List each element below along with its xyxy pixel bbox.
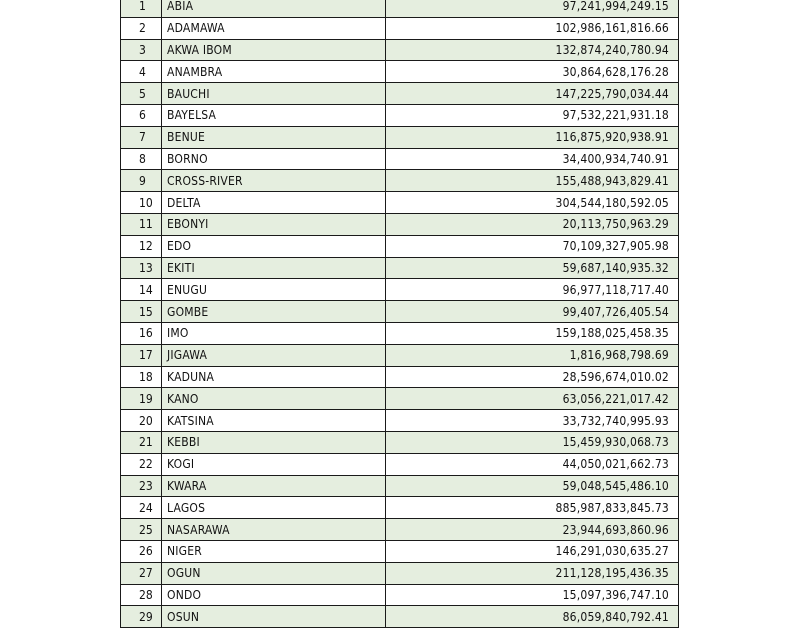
serial-number-cell: 27 <box>121 562 162 584</box>
amount-cell: 155,488,943,829.41 <box>386 170 679 192</box>
table-row <box>121 301 679 323</box>
state-name-cell: ABIA <box>162 0 386 17</box>
serial-number-cell: 18 <box>121 366 162 388</box>
state-name-cell: ENUGU <box>162 279 386 301</box>
state-name-cell: BENUE <box>162 126 386 148</box>
serial-number-cell: 15 <box>121 301 162 323</box>
amount-cell: 33,732,740,995.93 <box>386 410 679 432</box>
serial-number-cell: 9 <box>121 170 162 192</box>
table-row <box>121 410 679 432</box>
state-name-cell: ADAMAWA <box>162 17 386 39</box>
table-row <box>121 540 679 562</box>
amount-cell: 147,225,790,034.44 <box>386 83 679 105</box>
amount-cell: 63,056,221,017.42 <box>386 388 679 410</box>
state-name-cell: KWARA <box>162 475 386 497</box>
table-row <box>121 606 679 628</box>
table-row <box>121 388 679 410</box>
table-row <box>121 104 679 126</box>
serial-number-cell: 14 <box>121 279 162 301</box>
table-row <box>121 213 679 235</box>
state-name-cell: KOGI <box>162 453 386 475</box>
serial-number-cell: 1 <box>121 0 162 17</box>
state-name-cell: ANAMBRA <box>162 61 386 83</box>
state-name-cell: NIGER <box>162 540 386 562</box>
table-row <box>121 344 679 366</box>
state-name-cell: JIGAWA <box>162 344 386 366</box>
amount-cell: 159,188,025,458.35 <box>386 322 679 344</box>
amount-cell: 102,986,161,816.66 <box>386 17 679 39</box>
table-row <box>121 497 679 519</box>
serial-number-cell: 29 <box>121 606 162 628</box>
table-body <box>121 0 679 628</box>
table-row <box>121 83 679 105</box>
amount-cell: 59,687,140,935.32 <box>386 257 679 279</box>
state-name-cell: OSUN <box>162 606 386 628</box>
amount-cell: 44,050,021,662.73 <box>386 453 679 475</box>
amount-cell: 116,875,920,938.91 <box>386 126 679 148</box>
amount-cell: 20,113,750,963.29 <box>386 213 679 235</box>
table-row <box>121 17 679 39</box>
serial-number-cell: 20 <box>121 410 162 432</box>
serial-number-cell: 26 <box>121 540 162 562</box>
state-name-cell: EDO <box>162 235 386 257</box>
amount-cell: 99,407,726,405.54 <box>386 301 679 323</box>
amount-cell: 146,291,030,635.27 <box>386 540 679 562</box>
table-row <box>121 235 679 257</box>
table-row <box>121 0 679 17</box>
table-row <box>121 322 679 344</box>
state-name-cell: KATSINA <box>162 410 386 432</box>
table-row <box>121 562 679 584</box>
serial-number-cell: 21 <box>121 431 162 453</box>
table-row <box>121 39 679 61</box>
serial-number-cell: 6 <box>121 104 162 126</box>
table-row <box>121 279 679 301</box>
state-name-cell: EKITI <box>162 257 386 279</box>
amount-cell: 97,532,221,931.18 <box>386 104 679 126</box>
state-name-cell: LAGOS <box>162 497 386 519</box>
table-row <box>121 475 679 497</box>
state-name-cell: AKWA IBOM <box>162 39 386 61</box>
serial-number-cell: 12 <box>121 235 162 257</box>
amount-cell: 15,459,930,068.73 <box>386 431 679 453</box>
amount-cell: 15,097,396,747.10 <box>386 584 679 606</box>
state-name-cell: EBONYI <box>162 213 386 235</box>
table-row <box>121 431 679 453</box>
state-debt-table <box>120 0 679 628</box>
amount-cell: 1,816,968,798.69 <box>386 344 679 366</box>
serial-number-cell: 22 <box>121 453 162 475</box>
table-row <box>121 148 679 170</box>
amount-cell: 70,109,327,905.98 <box>386 235 679 257</box>
serial-number-cell: 11 <box>121 213 162 235</box>
amount-cell: 132,874,240,780.94 <box>386 39 679 61</box>
state-name-cell: KANO <box>162 388 386 410</box>
table-row <box>121 257 679 279</box>
state-name-cell: GOMBE <box>162 301 386 323</box>
serial-number-cell: 7 <box>121 126 162 148</box>
table-row <box>121 519 679 541</box>
amount-cell: 34,400,934,740.91 <box>386 148 679 170</box>
state-name-cell: BAYELSA <box>162 104 386 126</box>
serial-number-cell: 10 <box>121 192 162 214</box>
serial-number-cell: 28 <box>121 584 162 606</box>
state-name-cell: ONDO <box>162 584 386 606</box>
amount-cell: 211,128,195,436.35 <box>386 562 679 584</box>
state-name-cell: IMO <box>162 322 386 344</box>
amount-cell: 885,987,833,845.73 <box>386 497 679 519</box>
serial-number-cell: 13 <box>121 257 162 279</box>
state-name-cell: KADUNA <box>162 366 386 388</box>
serial-number-cell: 8 <box>121 148 162 170</box>
serial-number-cell: 17 <box>121 344 162 366</box>
table-row <box>121 126 679 148</box>
table-row <box>121 584 679 606</box>
table-row <box>121 192 679 214</box>
amount-cell: 30,864,628,176.28 <box>386 61 679 83</box>
amount-cell: 28,596,674,010.02 <box>386 366 679 388</box>
amount-cell: 23,944,693,860.96 <box>386 519 679 541</box>
amount-cell: 86,059,840,792.41 <box>386 606 679 628</box>
table-row <box>121 170 679 192</box>
serial-number-cell: 4 <box>121 61 162 83</box>
table-row <box>121 61 679 83</box>
serial-number-cell: 5 <box>121 83 162 105</box>
state-name-cell: DELTA <box>162 192 386 214</box>
state-name-cell: CROSS-RIVER <box>162 170 386 192</box>
state-name-cell: BORNO <box>162 148 386 170</box>
amount-cell: 304,544,180,592.05 <box>386 192 679 214</box>
state-name-cell: BAUCHI <box>162 83 386 105</box>
serial-number-cell: 24 <box>121 497 162 519</box>
serial-number-cell: 16 <box>121 322 162 344</box>
state-name-cell: KEBBI <box>162 431 386 453</box>
serial-number-cell: 3 <box>121 39 162 61</box>
table-row <box>121 366 679 388</box>
state-name-cell: OGUN <box>162 562 386 584</box>
state-name-cell: NASARAWA <box>162 519 386 541</box>
serial-number-cell: 19 <box>121 388 162 410</box>
amount-cell: 97,241,994,249.15 <box>386 0 679 17</box>
table-row <box>121 453 679 475</box>
serial-number-cell: 2 <box>121 17 162 39</box>
amount-cell: 96,977,118,717.40 <box>386 279 679 301</box>
serial-number-cell: 25 <box>121 519 162 541</box>
amount-cell: 59,048,545,486.10 <box>386 475 679 497</box>
serial-number-cell: 23 <box>121 475 162 497</box>
